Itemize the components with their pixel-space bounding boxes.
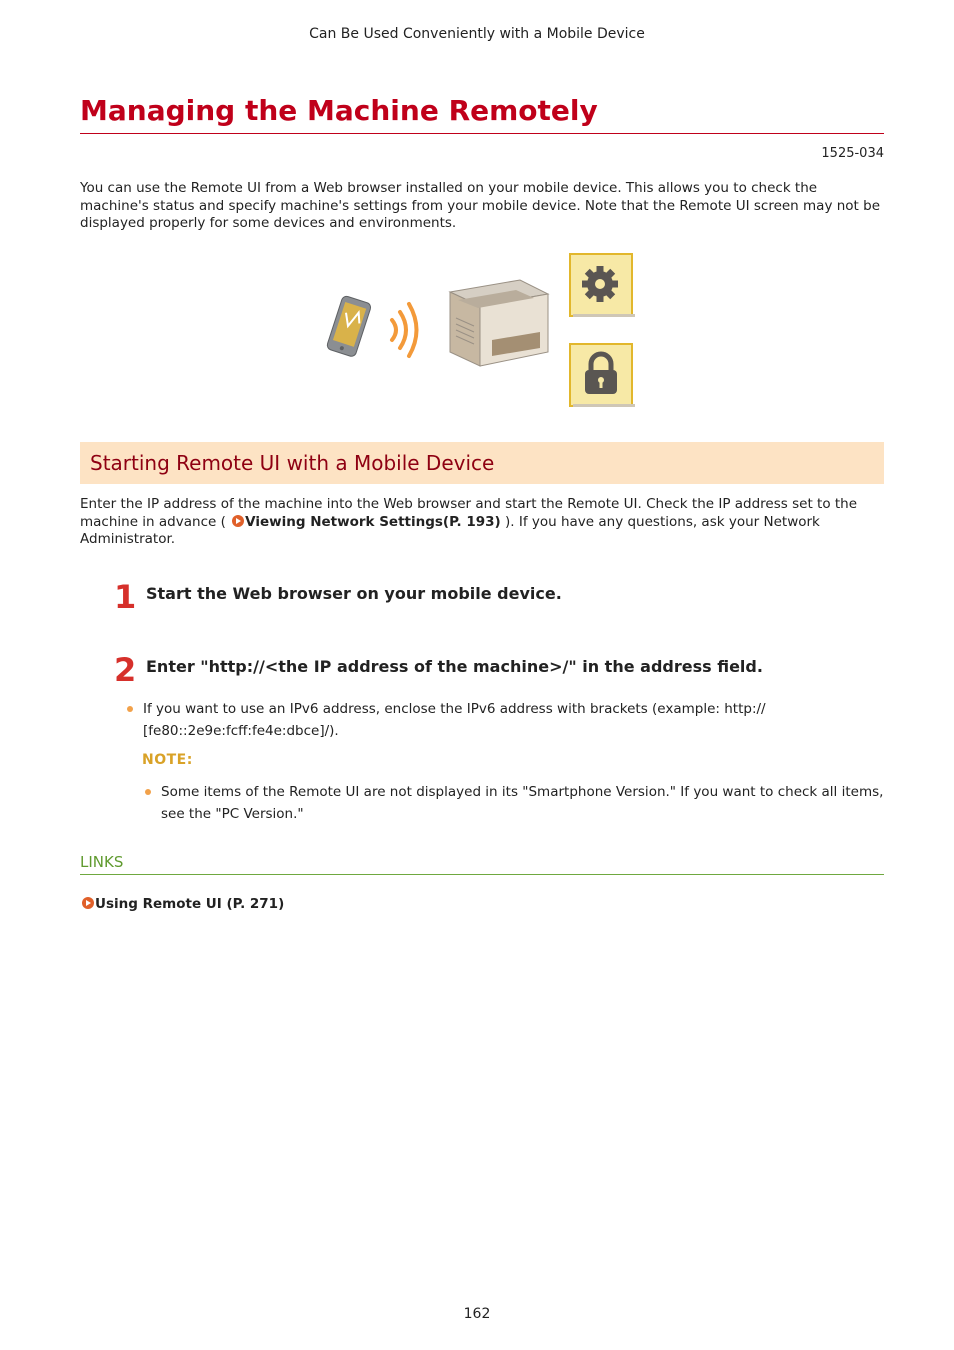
document-id: 1525-034 (821, 146, 884, 161)
smartphone-icon (326, 295, 372, 358)
section-body (80, 496, 880, 549)
section-heading: Starting Remote UI with a Mobile Device (80, 442, 884, 484)
step-number: 2 (114, 651, 137, 689)
bullet-icon (145, 789, 151, 795)
link-using-remote-ui[interactable] (80, 894, 284, 914)
step-number: 1 (114, 578, 137, 616)
note-text-line: Some items of the Remote UI are not displayed in its "Smartphone Version." If you want to check all items, (161, 784, 884, 800)
page-title: Managing the Machine Remotely (80, 92, 884, 134)
section-body-text-end: ). If you have any questions, ask your Network Administrator. (80, 513, 820, 547)
intro-paragraph: You can use the Remote UI from a Web browser installed on your mobile device. This allows you to check the machine's status and specify machine's settings from your mobile device. Note that the Remote UI screen may not be displayed properly for some devices and environments. (80, 180, 881, 231)
page-number: 162 (463, 1306, 491, 1322)
bullet-icon (127, 706, 133, 712)
step-text: Enter "http://<the IP address of the machine>/" in the address field. (146, 657, 763, 676)
link-using-remote-ui-label[interactable]: Using Remote UI (P. 271) (95, 896, 285, 912)
wireless-signal-icon (392, 304, 417, 356)
note-list-item (161, 781, 886, 825)
step-text: Start the Web browser on your mobile device. (146, 584, 562, 603)
step-2 (114, 651, 894, 694)
xref-arrow-icon (232, 515, 244, 527)
step-1 (114, 578, 894, 621)
running-header: Can Be Used Conveniently with a Mobile Device (309, 26, 645, 42)
note-label: NOTE: (142, 752, 193, 768)
gear-icon (570, 254, 635, 317)
list-item (143, 698, 883, 742)
note-text-line: see the "PC Version." (161, 806, 304, 822)
link-arrow-icon (82, 897, 94, 909)
lock-icon (570, 344, 635, 407)
list-item-text-line: [fe80::2e9e:fcff:fe4e:dbce]/). (143, 723, 339, 739)
list-item-text-line: If you want to use an IPv6 address, enclose the IPv6 address with brackets (example: http:// (143, 701, 766, 717)
section-body-text: Enter the IP address of the machine into the Web browser and start the Remote UI. Check the IP address set to the machine in advance ( (80, 496, 858, 530)
printer-icon (450, 280, 548, 366)
links-heading: LINKS (80, 850, 884, 875)
xref-network-settings-link[interactable]: Viewing Network Settings(P. 193) (245, 513, 501, 530)
remote-ui-illustration (320, 248, 640, 413)
